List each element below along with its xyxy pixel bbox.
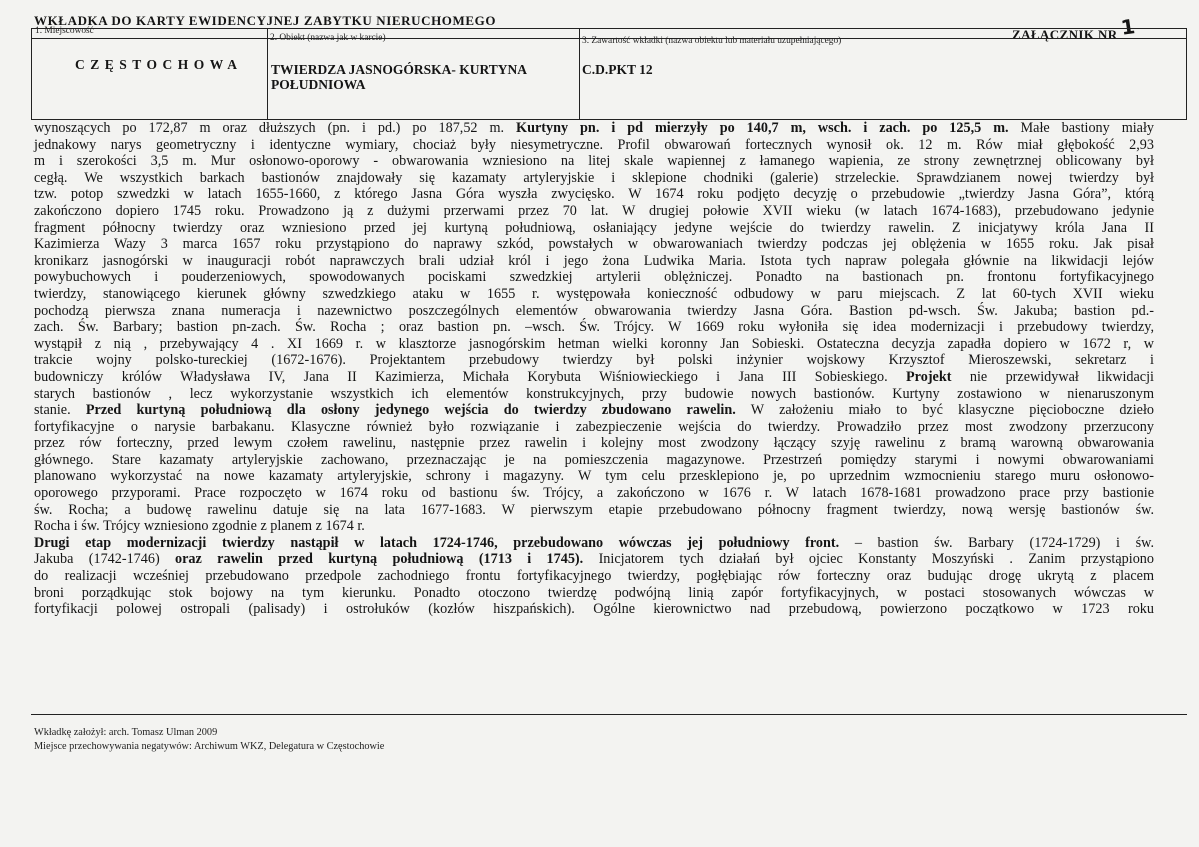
body-bold-text: Kurtyny pn. i pd mierzyły po 140,7 m, wsch. i zach. po 125,5 m.: [516, 120, 1009, 136]
body-text-segment: fortyfikacji polowej ostropali (palisady) i ostrołuków (kozłów hiszpańskich). Ogólne kierownictwo nad przebudową, powierzono początkowo w 1723 roku: [34, 601, 1154, 618]
body-line: [34, 502, 1154, 519]
object-value-line2: POŁUDNIOWA: [271, 77, 366, 92]
body-line: [34, 419, 1154, 436]
body-line: [34, 485, 1154, 502]
body-line: [34, 435, 1154, 452]
body-line: [34, 269, 1154, 286]
body-text-segment: oporowego przyporami. Prace rozpoczęto w 1674 roku od bastionu św. Trójcy, a zakończono w 1676 r. W latach 1678-1681 prowadzono prace przy bastionie: [34, 485, 1154, 502]
body-line: [34, 253, 1154, 270]
body-line: [34, 319, 1154, 336]
object-label: 2. Obiekt (nazwa jak w karcie): [270, 33, 386, 43]
document-title: WKŁADKA DO KARTY EWIDENCYJNEJ ZABYTKU NIERUCHOMEGO: [34, 13, 497, 28]
content-value: C.D.PKT 12: [582, 62, 653, 77]
body-text-segment: głównego. Stare kazamaty artyleryjskie zachowano, przeznaczając je na pomieszczenia magazynowe. Przestrzeń pomiędzy starymi i nowymi obwarowaniami: [34, 451, 1154, 468]
body-text-segment: wystąpił z nią , przebywający 4 . XI 1669 r. w klasztorze jasnogórskim hetman wielki koronny Jan Sobieski. Ostateczna decyzja zapadła dopiero w 1672 r, w: [34, 335, 1154, 352]
body-line: [34, 220, 1154, 237]
body-text-segment: broni porządkując stok bojowy na tym kierunku. Ponadto otoczono twierdzę podwójną linią zapór fortyfikacyjnych, w postaci stosowanych wówczas w: [34, 584, 1154, 601]
body-text-segment: – bastion św. Barbary (1724-1729) i św.: [839, 534, 1154, 551]
body-text-segment: fragment północny twierdzy oraz wzniesiono przed jej kurtyną południową, osłaniający jedyne wejście do twierdzy rawelin. Z inicjatywy króla Jana II: [34, 219, 1154, 236]
body-line: [34, 386, 1154, 403]
body-text-segment: stanie.: [34, 402, 86, 419]
body-text-segment: zakończono dopiero 1745 roku. Prowadzono ją z dużymi przerwami przez 70 lat. W drugiej połowie XVII wieku (w latach 1674-1683), przebudowano jedynie: [34, 202, 1154, 219]
body-text-segment: Jakuba (1742-1746): [34, 551, 176, 568]
body-line: [34, 352, 1154, 369]
body-text-segment: budowniczy królów Władysława IV, Jana II Kazimierza, Michała Korybuta Wiśniowieckiego i Jana III Sobieskiego.: [34, 368, 907, 385]
content-label: 3. Zawartość wkładki (nazwa obiektu lub materiału uzupełniającego): [582, 36, 842, 46]
annex-label-text: ZAŁĄCZNIK NR: [1012, 27, 1118, 42]
body-line: [34, 601, 1154, 618]
footer-storage: Miejsce przechowywania negatywów: Archiwum WKZ, Delegatura w Częstochowie: [34, 741, 385, 752]
body-line: [34, 585, 1154, 602]
table-divider: [267, 29, 268, 120]
table-divider: [579, 29, 580, 120]
body-text-segment: jednakowy narys geometryczny i identyczne wymiary, chociaż były niesymetryczne. Profil obwarowań fortecznych wynosił ok. 12 m. Rów miał głębokość 2,93: [34, 136, 1154, 153]
body-text-segment: twierdzy, stanowiącego kierunek główny szwedzkiego ataku w 1655 r. występowała konieczność odbudowy w paru miejscach. Z lat 60-tych XVII wieku: [34, 285, 1154, 302]
body-bold-text: Projekt: [906, 368, 952, 385]
body-text-segment: planowano wykorzystać na nowe kazamaty artyleryjskie, schrony i magazyny. W tym celu przesklepiono je, po uprzednim wzmocnieniu starego muru osłonowo-: [34, 468, 1154, 485]
body-line: [34, 452, 1154, 469]
body-line: [34, 170, 1154, 187]
body-text-segment: przez rów forteczny, przed lewym czołem rawelinu, następnie przez rawelin i kolejny most zwodzony łączący szyję rawelinu z bramą warowną obwarowania: [34, 435, 1154, 452]
body-bold-text: oraz rawelin przed kurtyną południową (1713 i 1745).: [175, 551, 584, 568]
body-text-segment: św. Rocha; a budowę rawelinu datuje się na lata 1677-1683. W pierwszym etapie przebudowano północny fragment twierdzy, nową wersję bastionów św.: [34, 501, 1154, 518]
body-line: [34, 402, 1154, 419]
body-text-segment: zach. Św. Barbary; bastion pn-zach. Św. Rocha ; oraz bastion pn. –wsch. Św. Trójcy. W 1669 roku wyłoniła się idea modernizacji i przebudowy twierdzy,: [34, 319, 1154, 336]
body-text-segment: cegłą. We wszystkich barkach bastionów znajdowały się kazamaty artyleryjskie i sklepione chodniki (galerie) strzeleckie. Sprawdzianem nowej twierdzy był: [34, 169, 1154, 186]
body-text-segment: Małe bastiony miały: [1008, 120, 1155, 136]
body-line: [34, 336, 1154, 353]
body-text-segment: do realizacji wcześniej przebudowano przedpole zachodniego frontu fortyfikacyjnego twierdzy, pogłębiając rów forteczny oraz budując drogę ukrytą z placem: [34, 568, 1154, 585]
body-bold-text: Przed kurtyną południową dla osłony jedynego wejścia do twierdzy zbudowano rawelin.: [85, 402, 736, 419]
body-line: [34, 468, 1154, 485]
body-text-segment: Kazimierza Wazy 3 marca 1657 roku przystąpiono do naprawy szkód, powstałych w obwarowaniach twierdzy podczas jej oblężenia w 1655 roku. Jak pisał: [34, 236, 1154, 253]
place-value: CZĘSTOCHOWA: [75, 57, 243, 72]
body-text: [34, 120, 1154, 618]
body-line: [34, 535, 1154, 552]
body-line: [34, 551, 1154, 568]
body-text-segment: trakcie wojny polsko-tureckiej (1672-1676). Projektantem przebudowy twierdzy był polski inżynier wojskowy Krzysztof Mieroszewski, sekretarz i: [34, 352, 1154, 369]
body-line: [34, 369, 1154, 386]
body-text-segment: wynoszących po 172,87 m oraz dłuższych (pn. i pd.) po 187,52 m.: [34, 120, 517, 136]
body-line: [34, 120, 1154, 137]
place-label: 1. Miejscowość: [35, 26, 94, 36]
body-text-segment: nie przewidywał likwidacji: [951, 368, 1154, 385]
body-line: [34, 186, 1154, 203]
body-text-segment: pochodzą pierwsza znana numeracja i nazewnictwo poszczególnych elementów obwarowania twierdzy Jasna Góra. Bastion pd-wsch. Św. Jakuba; bastion pd.-: [34, 302, 1154, 319]
body-line: [34, 203, 1154, 220]
body-text-segment: m i szerokości 3,5 m. Mur osłonowo-oporowy - obwarowania wzniesiono na litej skale wapiennej z łamanego wapienia, ze strony zewnętrznej oblicowany był: [34, 153, 1154, 170]
annex-number: 1: [1118, 14, 1137, 40]
body-text-segment: kronikarz jasnogórski w inauguracji robót naprawczych brali udział król i jego żona Ludwika Maria. Istota tych napraw polegała głównie na likwidacji lejów: [34, 252, 1154, 269]
body-bold-text: Drugi etap modernizacji twierdzy nastąpił w latach 1724-1746, przebudowano wówczas jej południowy front.: [34, 534, 840, 551]
body-line: [34, 568, 1154, 585]
body-text-segment: fortyfikacyjne o narysie barbakanu. Klasyczne również było rozwiązanie i zabezpieczenie wejścia do twierdzy. Prowadziło przez most zwodzony przerzucony: [34, 418, 1154, 435]
body-text-segment: tzw. potop szwedzki w latach 1655-1660, z którego Jasna Góra wyszła zwycięsko. W 1674 roku podjęto decyzję o przebudowie „twierdzy Jasna Góra”, którą: [34, 186, 1154, 203]
body-text-segment: Inicjatorem tych działań był ojciec Konstanty Moszyński . Zanim przystąpiono: [583, 551, 1154, 568]
body-line: [34, 236, 1154, 253]
body-line: [34, 518, 1154, 535]
body-line: [34, 286, 1154, 303]
body-line: [34, 137, 1154, 154]
body-text-segment: Rocha i św. Trójcy wzniesiono zgodnie z planem z 1674 r.: [34, 518, 365, 535]
object-value-line1: TWIERDZA JASNOGÓRSKA- KURTYNA: [271, 62, 528, 77]
footer-author: Wkładkę założył: arch. Tomasz Ulman 2009: [34, 727, 218, 738]
body-text-segment: starych bastionów , lecz wykorzystanie wszystkich ich elementów konstrukcyjnych, przy budowie nowych bastionów. Kurtyny zostawiono w nienaruszonym: [34, 385, 1154, 402]
body-line: [34, 303, 1154, 320]
body-text-segment: powybuchowych i pouderzeniowych, spowodowanych pociskami szwedzkiej artylerii oblężniczej. Ponadto na bastionach pn. frontonu fortyfikacyjnego: [34, 269, 1154, 286]
body-text-segment: W założeniu miało to być klasyczne pięcioboczne dzieło: [735, 402, 1154, 419]
body-line: [34, 153, 1154, 170]
